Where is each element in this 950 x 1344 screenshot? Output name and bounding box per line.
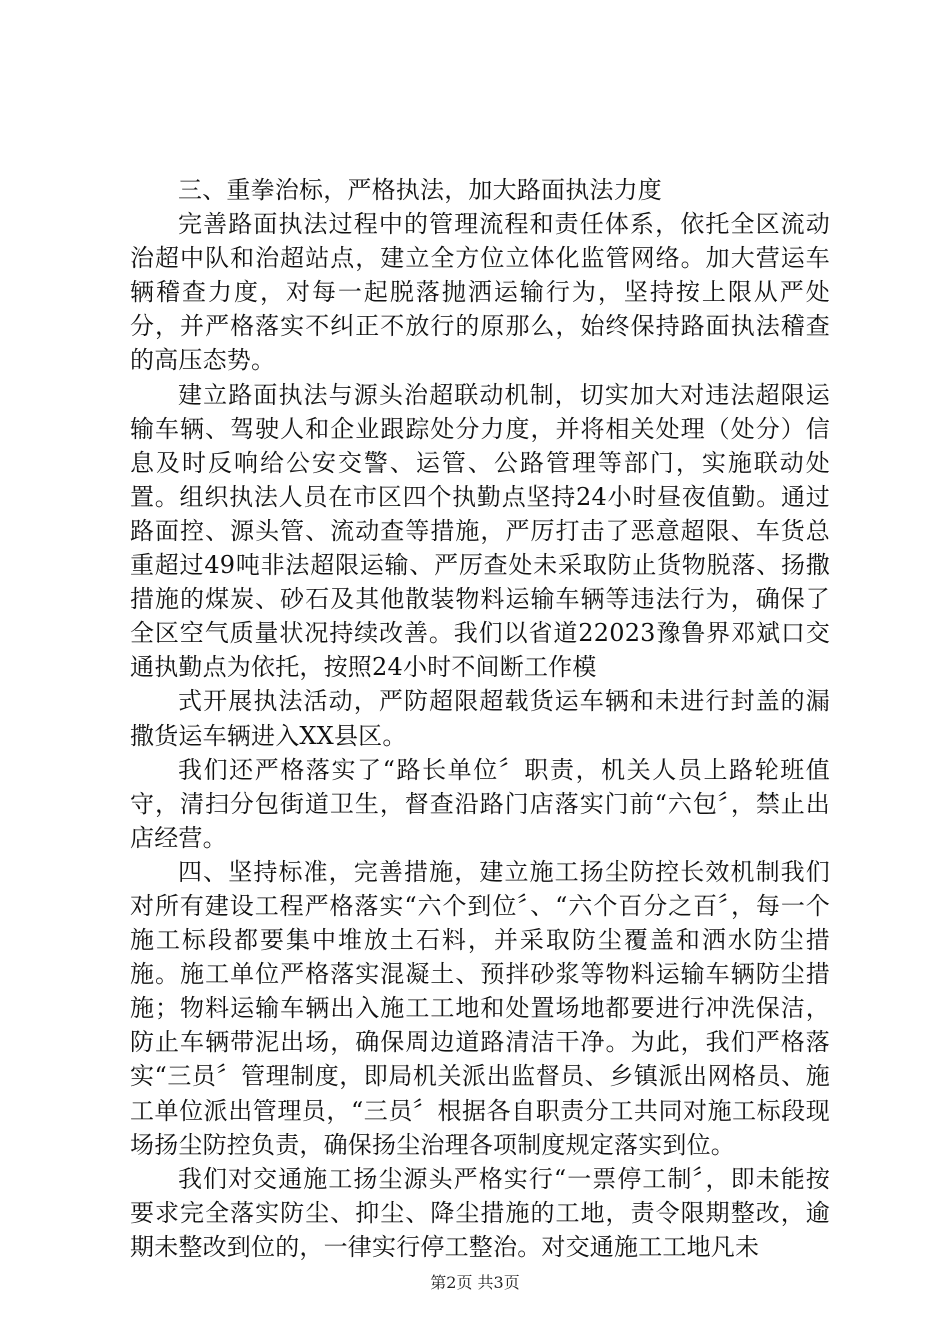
paragraph: 完善路面执法过程中的管理流程和责任体系，依托全区流动治超中队和治超站点，建立全方位立体化监管网络。加大营运车辆稽查力度，对每一起脱落抛洒运输行为，坚持按上限从严处分，并严格落实不纠正不放行的原那么，始终保持路面执法稽查的高压态势。: [130, 210, 830, 375]
paragraph: 式开展执法活动，严防超限超载货运车辆和未进行封盖的漏撒货运车辆进入XX县区。: [130, 687, 830, 750]
page-number-footer: 第2页 共3页: [430, 1273, 520, 1292]
section-heading-four: 四、坚持标准，完善措施，建立施工扬尘防控长效机制我们对所有建设工程严格落实“六个到位〞、“六个百分之百〞，每一个施工标段都要集中堆放土石料，并采取防尘覆盖和洒水防尘措施。施工单位严格落实混凝土、预拌砂浆等物料运输车辆防尘措施；物料运输车辆出入施工工地和处置场地都要进行冲洗保洁，防止车辆带泥出场，确保周边道路清洁干净。为此，我们严格落实“三员〞管理制度，即局机关派出监督员、乡镇派出网格员、施工单位派出管理员，“三员〞根据各自职责分工共同对施工标段现场扬尘防控负责，确保扬尘治理各项制度规定落实到位。: [130, 857, 830, 1159]
section-heading-three: 三、重拳治标，严格执法，加大路面执法力度: [178, 176, 662, 204]
paragraph: 我们还严格落实了“路长单位〞职责，机关人员上路轮班值守，清扫分包街道卫生，督查沿路门店落实门前“六包〞，禁止出店经营。: [130, 755, 830, 852]
paragraph: 我们对交通施工扬尘源头严格实行“一票停工制〞，即未能按要求完全落实防尘、抑尘、降尘措施的工地，责令限期整改，逾期未整改到位的，一律实行停工整治。对交通施工工地凡未: [130, 1164, 830, 1261]
paragraph: 建立路面执法与源头治超联动机制，切实加大对违法超限运输车辆、驾驶人和企业跟踪处分力度，并将相关处理（处分）信息及时反响给公安交警、运管、公路管理等部门，实施联动处置。组织执法人员在市区四个执勤点坚持24小时昼夜值勤。通过路面控、源头管、流动查等措施，严厉打击了恶意超限、车货总重超过49吨非法超限运输、严厉查处未采取防止货物脱落、扬撒措施的煤炭、砂石及其他散装物料运输车辆等违法行为，确保了全区空气质量状况持续改善。我们以省道22023豫鲁界邓斌口交通执勤点为依托，按照24小时不间断工作模: [130, 380, 830, 682]
document-body: [130, 173, 830, 1264]
